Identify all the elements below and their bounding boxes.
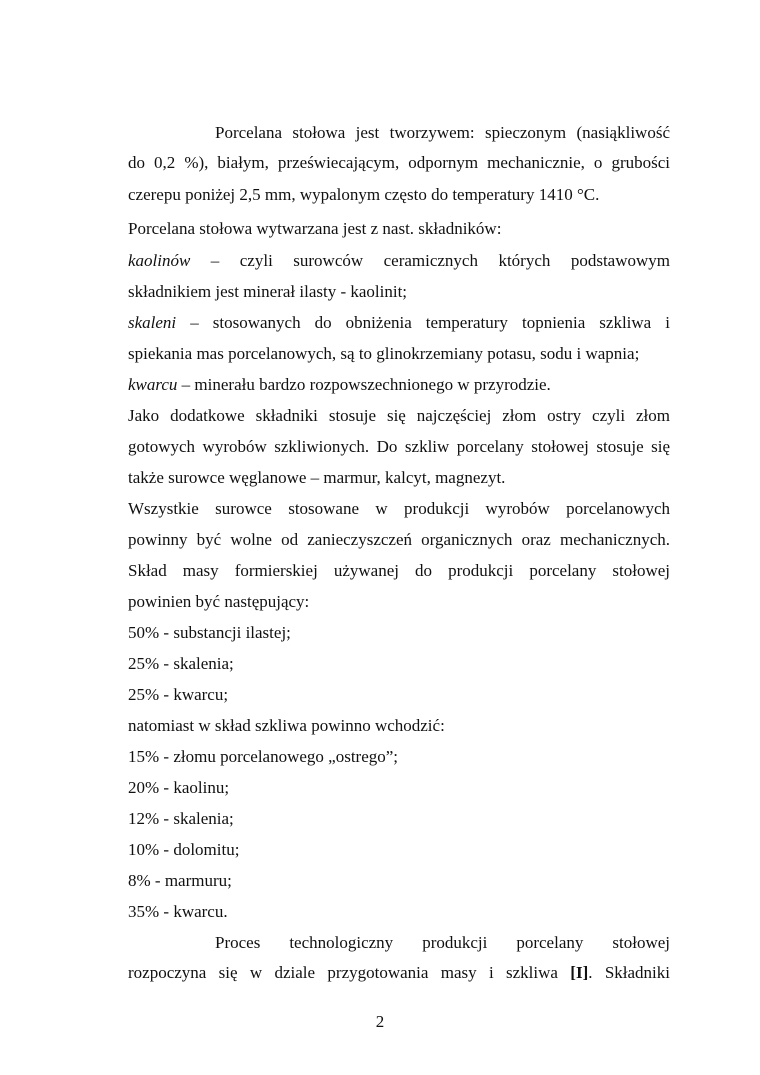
text-line: [128, 746, 670, 768]
text-segment: Porcelana stołowa jest tworzywem: spieczonym (nasiąkliwość: [215, 123, 670, 142]
page-number: 2: [375, 1012, 385, 1031]
text-segment: 15% - złomu porcelanowego „ostrego”;: [128, 747, 399, 766]
text-line: [128, 870, 670, 892]
text-line: [128, 932, 670, 954]
text-line: [128, 529, 670, 551]
text-segment: czerepu poniżej 2,5 mm, wypalonym często do temperatury 1410 °C.: [128, 185, 600, 204]
citation-ref: [I]: [570, 963, 589, 982]
text-segment: . Składniki: [588, 963, 670, 982]
text-line: [128, 901, 670, 923]
text-line: [128, 962, 670, 984]
text-line: [128, 122, 670, 144]
text-line: [128, 560, 670, 582]
text-segment: także surowce węglanowe – marmur, kalcyt, magnezyt.: [128, 468, 506, 487]
text-line: [128, 312, 670, 334]
text-segment: rozpoczyna się w dziale przygotowania masy i szkliwa: [128, 963, 571, 982]
text-line: [128, 498, 670, 520]
text-segment: 25% - skalenia;: [128, 654, 234, 673]
text-segment: 50% - substancji ilastej;: [128, 623, 291, 642]
text-segment: powinien być następujący:: [128, 592, 310, 611]
text-segment: 8% - marmuru;: [128, 871, 232, 890]
text-segment: gotowych wyrobów szkliwionych. Do szkliw porcelany stołowej stosuje się: [128, 437, 670, 456]
text-segment: 25% - kwarcu;: [128, 685, 229, 704]
text-line: [128, 184, 670, 206]
text-segment: 12% - skalenia;: [128, 809, 234, 828]
text-segment: – czyli surowców ceramicznych których podstawowym: [190, 251, 670, 270]
text-line: [128, 777, 670, 799]
italic-term: skaleni: [128, 313, 177, 332]
text-segment: Skład masy formierskiej używanej do produkcji porcelany stołowej: [128, 561, 670, 580]
text-line: [128, 343, 670, 365]
text-line: [128, 374, 670, 396]
text-line: [128, 653, 670, 675]
text-segment: powinny być wolne od zanieczyszczeń organicznych oraz mechanicznych.: [128, 530, 670, 549]
text-line: [128, 715, 670, 737]
text-segment: natomiast w skład szkliwa powinno wchodzić:: [128, 716, 445, 735]
text-segment: Jako dodatkowe składniki stosuje się najczęściej złom ostry czyli złom: [128, 406, 670, 425]
text-line: [128, 684, 670, 706]
text-segment: 35% - kwarcu.: [128, 902, 228, 921]
italic-term: kwarcu: [128, 375, 178, 394]
text-segment: spiekania mas porcelanowych, są to glinokrzemiany potasu, sodu i wapnia;: [128, 344, 640, 363]
text-segment: składnikiem jest minerał ilasty - kaolinit;: [128, 282, 408, 301]
text-line: [128, 622, 670, 644]
text-line: [128, 808, 670, 830]
text-line: [128, 152, 670, 174]
italic-term: kaolinów: [128, 251, 191, 270]
text-segment: do 0,2 %), białym, przeświecającym, odpornym mechanicznie, o grubości: [128, 153, 670, 172]
text-line: [128, 467, 670, 489]
text-segment: Wszystkie surowce stosowane w produkcji wyrobów porcelanowych: [128, 499, 670, 518]
text-segment: 20% - kaolinu;: [128, 778, 230, 797]
text-line: [128, 436, 670, 458]
text-segment: – minerału bardzo rozpowszechnionego w przyrodzie.: [177, 375, 551, 394]
text-line: [128, 839, 670, 861]
text-segment: Proces technologiczny produkcji porcelany stołowej: [215, 933, 670, 952]
text-segment: – stosowanych do obniżenia temperatury topnienia szkliwa i: [176, 313, 670, 332]
text-line: [128, 405, 670, 427]
text-segment: 10% - dolomitu;: [128, 840, 240, 859]
text-line: [128, 591, 670, 613]
text-line: [128, 218, 670, 240]
text-line: [128, 281, 670, 303]
text-segment: Porcelana stołowa wytwarzana jest z nast. składników:: [128, 219, 502, 238]
text-line: [128, 250, 670, 272]
